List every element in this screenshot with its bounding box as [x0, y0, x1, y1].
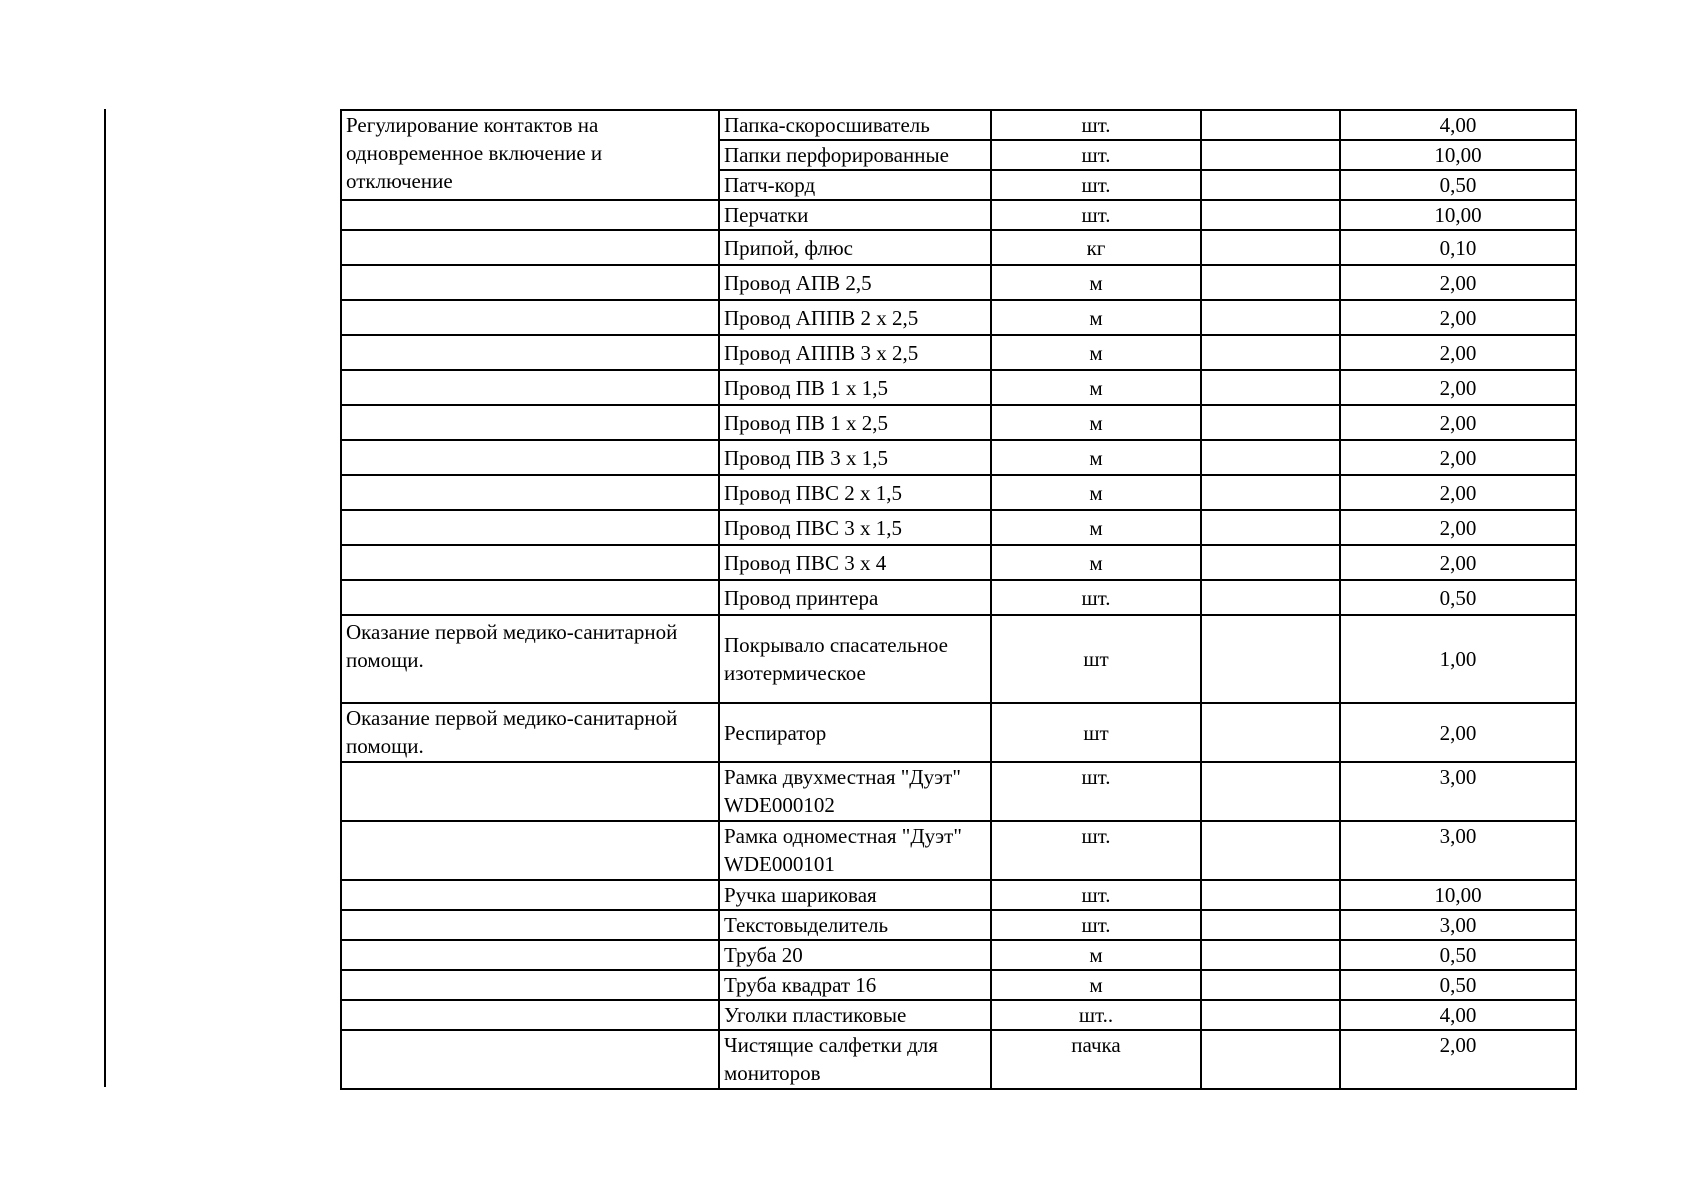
material-cell: Провод ПВ 3 х 1,5: [719, 440, 991, 475]
quantity-cell: 10,00: [1340, 880, 1576, 910]
quantity-cell: 2,00: [1340, 545, 1576, 580]
unit-cell: кг: [991, 230, 1201, 265]
work-cell: [341, 545, 719, 580]
work-cell: [341, 1000, 719, 1030]
work-cell: [341, 580, 719, 615]
material-cell: Чистящие салфетки для мониторов: [719, 1030, 991, 1089]
unit-cell: м: [991, 510, 1201, 545]
material-cell: Покрывало спасательное изотермическое: [719, 615, 991, 703]
table-row: [341, 200, 1576, 230]
quantity-cell: 3,00: [1340, 762, 1576, 821]
unit-cell: м: [991, 940, 1201, 970]
table-row: [341, 370, 1576, 405]
quantity-cell: 2,00: [1340, 1030, 1576, 1089]
blank-cell: [1201, 440, 1340, 475]
work-cell: [341, 440, 719, 475]
material-cell: Труба 20: [719, 940, 991, 970]
table-row: [341, 475, 1576, 510]
work-cell: Оказание первой медико-санитарной помощи.: [341, 703, 719, 762]
left-margin-rule: [104, 109, 106, 1087]
material-cell: Папка-скоросшиватель: [719, 110, 991, 140]
unit-cell: шт.: [991, 580, 1201, 615]
blank-cell: [1201, 1000, 1340, 1030]
blank-cell: [1201, 615, 1340, 703]
unit-cell: м: [991, 335, 1201, 370]
material-cell: Рамка двухместная "Дуэт" WDE000102: [719, 762, 991, 821]
table-row: [341, 615, 1576, 703]
table-row: [341, 821, 1576, 880]
work-cell: [341, 970, 719, 1000]
quantity-cell: 3,00: [1340, 821, 1576, 880]
unit-cell: м: [991, 440, 1201, 475]
blank-cell: [1201, 230, 1340, 265]
blank-cell: [1201, 580, 1340, 615]
quantity-cell: 0,50: [1340, 970, 1576, 1000]
work-cell: [341, 821, 719, 880]
material-cell: Респиратор: [719, 703, 991, 762]
table-row: [341, 703, 1576, 762]
material-cell: Патч-корд: [719, 170, 991, 200]
unit-cell: м: [991, 300, 1201, 335]
table-row: [341, 762, 1576, 821]
work-cell: [341, 510, 719, 545]
work-cell: [341, 230, 719, 265]
table-row: [341, 1030, 1576, 1089]
quantity-cell: 1,00: [1340, 615, 1576, 703]
quantity-cell: 3,00: [1340, 910, 1576, 940]
unit-cell: шт.: [991, 140, 1201, 170]
material-cell: Папки перфорированные: [719, 140, 991, 170]
table-row: [341, 265, 1576, 300]
unit-cell: м: [991, 370, 1201, 405]
unit-cell: шт.: [991, 910, 1201, 940]
table-row: [341, 880, 1576, 910]
blank-cell: [1201, 940, 1340, 970]
work-cell: [341, 880, 719, 910]
unit-cell: шт.: [991, 170, 1201, 200]
quantity-cell: 2,00: [1340, 510, 1576, 545]
blank-cell: [1201, 200, 1340, 230]
unit-cell: шт..: [991, 1000, 1201, 1030]
unit-cell: шт.: [991, 762, 1201, 821]
blank-cell: [1201, 510, 1340, 545]
unit-cell: м: [991, 265, 1201, 300]
unit-cell: м: [991, 970, 1201, 1000]
quantity-cell: 0,50: [1340, 170, 1576, 200]
blank-cell: [1201, 880, 1340, 910]
blank-cell: [1201, 405, 1340, 440]
table-row: [341, 580, 1576, 615]
table-row: [341, 230, 1576, 265]
work-cell: [341, 910, 719, 940]
blank-cell: [1201, 910, 1340, 940]
quantity-cell: 2,00: [1340, 265, 1576, 300]
material-cell: Провод ПВС 2 х 1,5: [719, 475, 991, 510]
work-label: Регулирование контактов на одновременное включение и отключение: [346, 113, 603, 193]
table-row: [341, 335, 1576, 370]
materials-table: [340, 109, 1577, 1090]
quantity-cell: 2,00: [1340, 300, 1576, 335]
quantity-cell: 0,50: [1340, 580, 1576, 615]
unit-cell: шт.: [991, 110, 1201, 140]
material-cell: Припой, флюс: [719, 230, 991, 265]
quantity-cell: 0,10: [1340, 230, 1576, 265]
unit-cell: шт: [991, 615, 1201, 703]
material-cell: Текстовыделитель: [719, 910, 991, 940]
unit-cell: м: [991, 405, 1201, 440]
table-row: [341, 440, 1576, 475]
blank-cell: [1201, 300, 1340, 335]
quantity-cell: 2,00: [1340, 405, 1576, 440]
material-cell: Провод АППВ 3 х 2,5: [719, 335, 991, 370]
material-cell: Провод ПВ 1 х 1,5: [719, 370, 991, 405]
material-cell: Провод АПВ 2,5: [719, 265, 991, 300]
material-cell: Провод ПВС 3 х 1,5: [719, 510, 991, 545]
quantity-cell: 2,00: [1340, 475, 1576, 510]
material-cell: Уголки пластиковые: [719, 1000, 991, 1030]
material-cell: Провод принтера: [719, 580, 991, 615]
quantity-cell: 0,50: [1340, 940, 1576, 970]
quantity-cell: 2,00: [1340, 335, 1576, 370]
table-row: [341, 1000, 1576, 1030]
quantity-cell: 2,00: [1340, 440, 1576, 475]
blank-cell: [1201, 762, 1340, 821]
material-cell: Рамка одноместная "Дуэт" WDE000101: [719, 821, 991, 880]
quantity-cell: 4,00: [1340, 1000, 1576, 1030]
blank-cell: [1201, 545, 1340, 580]
blank-cell: [1201, 370, 1340, 405]
unit-cell: шт: [991, 703, 1201, 762]
blank-cell: [1201, 265, 1340, 300]
work-cell: [341, 265, 719, 300]
table-row: [341, 910, 1576, 940]
unit-cell: шт.: [991, 200, 1201, 230]
work-cell: [341, 300, 719, 335]
work-cell: [341, 335, 719, 370]
blank-cell: [1201, 110, 1340, 140]
unit-cell: м: [991, 545, 1201, 580]
table-row: [341, 545, 1576, 580]
work-cell: [341, 110, 719, 200]
table-row: [341, 970, 1576, 1000]
material-cell: Ручка шариковая: [719, 880, 991, 910]
blank-cell: [1201, 475, 1340, 510]
blank-cell: [1201, 335, 1340, 370]
unit-cell: шт.: [991, 821, 1201, 880]
material-cell: Перчатки: [719, 200, 991, 230]
unit-cell: м: [991, 475, 1201, 510]
work-cell: [341, 200, 719, 230]
table-row: [341, 940, 1576, 970]
work-cell: [341, 405, 719, 440]
table-row: [341, 300, 1576, 335]
table-row: [341, 405, 1576, 440]
material-cell: Провод ПВ 1 х 2,5: [719, 405, 991, 440]
quantity-cell: 10,00: [1340, 140, 1576, 170]
table-row: [341, 110, 1576, 140]
work-cell: Оказание первой медико-санитарной помощи.: [341, 615, 719, 703]
blank-cell: [1201, 170, 1340, 200]
material-cell: Провод ПВС 3 х 4: [719, 545, 991, 580]
work-cell: [341, 940, 719, 970]
work-cell: [341, 762, 719, 821]
work-cell: [341, 370, 719, 405]
quantity-cell: 2,00: [1340, 370, 1576, 405]
blank-cell: [1201, 1030, 1340, 1089]
unit-cell: шт.: [991, 880, 1201, 910]
material-cell: Труба квадрат 16: [719, 970, 991, 1000]
blank-cell: [1201, 970, 1340, 1000]
table-row: [341, 510, 1576, 545]
quantity-cell: 2,00: [1340, 703, 1576, 762]
blank-cell: [1201, 140, 1340, 170]
blank-cell: [1201, 703, 1340, 762]
material-cell: Провод АППВ 2 х 2,5: [719, 300, 991, 335]
quantity-cell: 10,00: [1340, 200, 1576, 230]
blank-cell: [1201, 821, 1340, 880]
work-cell: [341, 475, 719, 510]
quantity-cell: 4,00: [1340, 110, 1576, 140]
unit-cell: пачка: [991, 1030, 1201, 1089]
work-cell: [341, 1030, 719, 1089]
